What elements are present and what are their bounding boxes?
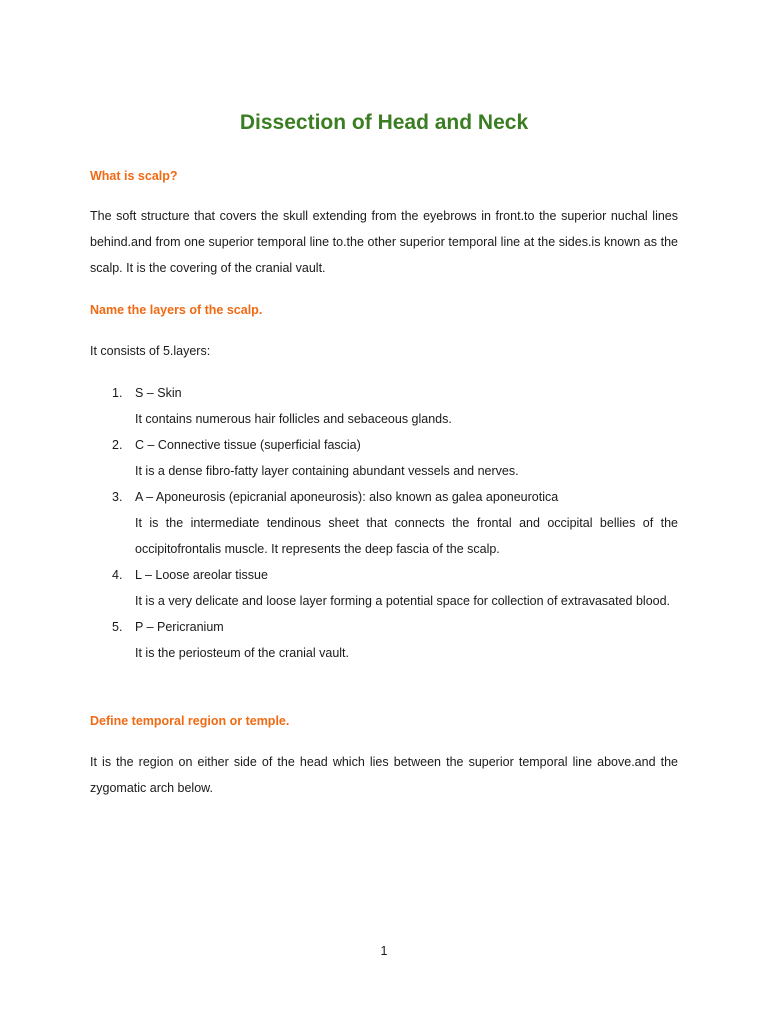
scalp-layers-list xyxy=(90,380,678,666)
list-item-label: C – Connective tissue (superficial fascia) xyxy=(135,438,361,452)
section-paragraph-temporal: It is the region on either side of the head which lies between the superior temporal line above.and the zygomatic arch below. xyxy=(90,755,678,795)
list-item-label: L – Loose areolar tissue xyxy=(135,568,268,582)
list-item-description: It contains numerous hair follicles and sebaceous glands. xyxy=(135,412,452,426)
list-item-description: It is the intermediate tendinous sheet that connects the frontal and occipital bellies of the occipitofrontalis muscle. It represents the deep fascia of the scalp. xyxy=(135,516,678,556)
list-item-label: A – Aponeurosis (epicranial aponeurosis): also known as galea aponeurotica xyxy=(135,490,559,504)
list-item xyxy=(90,562,678,614)
list-item-number: 1. xyxy=(112,386,123,400)
list-item-description: It is a dense fibro-fatty layer containing abundant vessels and nerves. xyxy=(135,464,519,478)
list-item-number: 3. xyxy=(112,490,123,504)
section-heading-layers: Name the layers of the scalp. xyxy=(90,303,263,317)
list-item-label: P – Pericranium xyxy=(135,620,224,634)
list-item xyxy=(90,614,678,666)
page-number: 1 xyxy=(380,944,388,958)
list-item-number: 2. xyxy=(112,438,123,452)
list-item-description: It is a very delicate and loose layer forming a potential space for collection of extravasated blood. xyxy=(135,594,671,608)
list-item-number: 5. xyxy=(112,620,123,634)
list-item xyxy=(90,484,678,562)
section-heading-scalp: What is scalp? xyxy=(90,169,178,183)
section-paragraph-scalp: The soft structure that covers the skull extending from the eyebrows in front.to the superior nuchal lines behind.and from one superior temporal line to.the other superior temporal line at the sides.is known as the scalp. It is the covering of the cranial vault. xyxy=(90,209,678,275)
list-item-description: It is the periosteum of the cranial vault. xyxy=(135,646,349,660)
page-title: Dissection of Head and Neck xyxy=(239,111,529,134)
list-item xyxy=(90,432,678,484)
list-item-number: 4. xyxy=(112,568,123,582)
list-item-label: S – Skin xyxy=(135,386,182,400)
section-paragraph-layers: It consists of 5.layers: xyxy=(90,344,211,358)
section-heading-temporal: Define temporal region or temple. xyxy=(90,714,290,728)
list-item xyxy=(90,380,678,432)
